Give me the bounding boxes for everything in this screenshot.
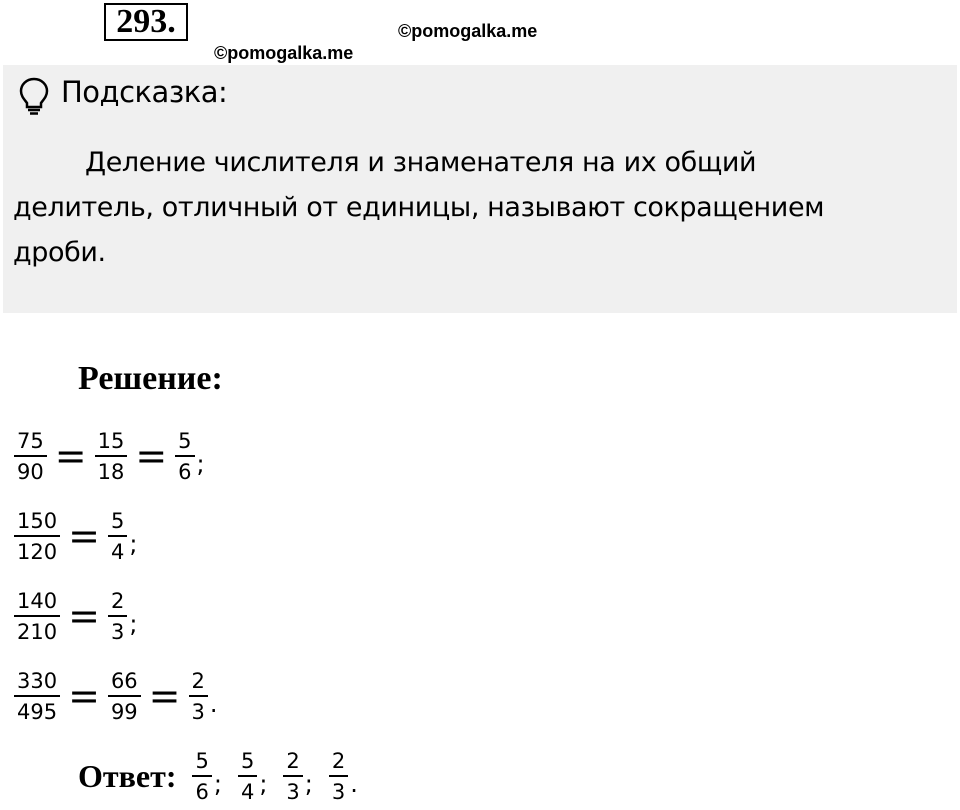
denominator: 4 [110,539,125,564]
numerator: 2 [329,749,348,777]
fraction [108,509,127,564]
denominator: 99 [110,699,138,724]
fraction [283,749,302,804]
denominator: 3 [331,779,346,804]
hint-title: Подсказка: [61,75,228,109]
numerator: 15 [95,429,128,457]
solution-row [12,660,218,732]
numerator: 5 [175,429,194,457]
numerator: 75 [14,429,47,457]
fraction [14,509,60,564]
numerator: 2 [108,589,127,617]
punctuation: ; [213,770,222,798]
punctuation: ; [304,770,313,798]
fraction [108,589,127,644]
equals-sign: = [54,434,87,478]
answer-line [78,742,372,810]
punctuation: ; [129,530,138,558]
denominator: 3 [110,619,125,644]
numerator: 150 [14,509,60,537]
denominator: 210 [17,619,58,644]
denominator: 4 [240,779,255,804]
punctuation: . [350,770,358,798]
fraction [14,669,60,724]
solution-row [12,580,137,652]
denominator: 120 [17,539,58,564]
punctuation: ; [196,450,205,478]
numerator: 5 [192,749,211,777]
denominator: 6 [195,779,209,804]
hint-line: дроби. [13,237,106,268]
hint-line: Деление числителя и знаменателя на их общий [85,147,757,178]
numerator: 5 [108,509,127,537]
solution-row [12,500,137,572]
hint-text [13,140,913,275]
punctuation: ; [259,770,268,798]
numerator: 140 [14,589,60,617]
fraction [108,669,141,724]
punctuation: ; [129,610,138,638]
denominator: 3 [191,699,205,724]
problem-number: 293. [104,3,188,41]
solution-row [12,420,205,492]
solution-title: Решение: [78,360,223,397]
equals-sign: = [135,434,168,478]
equals-sign: = [68,514,100,558]
hint-line: делитель, отличный от единицы, называют сокращением [13,192,825,223]
numerator: 2 [189,669,208,697]
watermark: ©pomogalka.me [214,43,354,63]
fraction [14,429,47,484]
numerator: 2 [283,749,302,777]
hint-box [3,65,957,313]
equals-sign: = [68,674,100,718]
fraction [189,669,208,724]
denominator: 18 [97,459,125,484]
punctuation: . [209,690,218,718]
watermark: ©pomogalka.me [398,21,538,41]
lightbulb-icon [18,76,50,116]
denominator: 90 [17,459,44,484]
denominator: 495 [17,699,58,724]
fraction [175,429,194,484]
fraction [238,749,257,804]
numerator: 66 [108,669,141,697]
equals-sign: = [148,674,181,718]
fraction [329,749,348,804]
denominator: 6 [178,459,192,484]
fraction [14,589,60,644]
answer-label: Ответ: [78,757,177,794]
fraction [95,429,128,484]
denominator: 3 [286,779,300,804]
equals-sign: = [68,594,100,638]
numerator: 330 [14,669,60,697]
fraction [192,749,211,804]
numerator: 5 [238,749,257,777]
